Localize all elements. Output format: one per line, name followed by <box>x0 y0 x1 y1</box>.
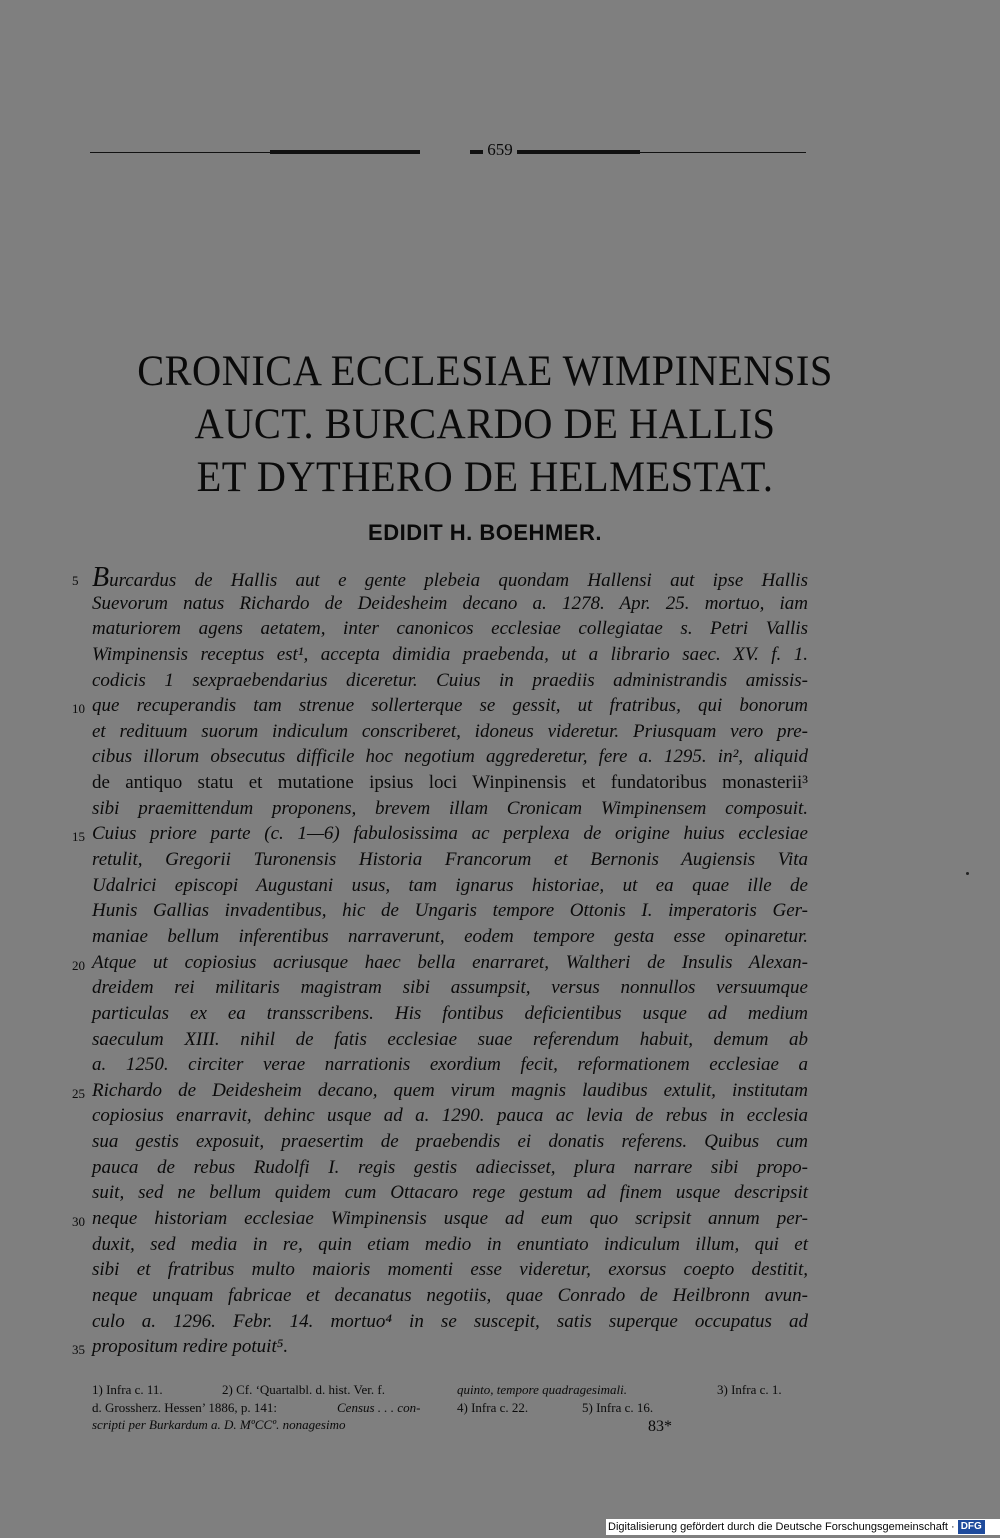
text-line <box>72 821 808 847</box>
body-text <box>72 562 808 1360</box>
footnote-row <box>92 1416 808 1434</box>
line-number: 35 <box>72 1342 85 1358</box>
text-line <box>92 1155 808 1181</box>
title-block <box>60 345 910 504</box>
line-text: neque historiam ecclesiae Wimpinensis usque ad eum quo scripsit annum per- <box>92 1208 808 1230</box>
text-line <box>92 616 808 642</box>
line-number: 5 <box>72 573 79 588</box>
text-line <box>92 847 808 873</box>
text-line <box>72 1078 808 1104</box>
line-text: Udalrici episcopi Augustani usus, tam ignarus historiae, ut ea quae ille de <box>92 874 808 896</box>
text-line <box>92 1180 808 1206</box>
footnote: Census . . . con- <box>337 1399 421 1415</box>
text-line <box>92 1257 808 1283</box>
line-text: Atque ut copiosius acriusque haec bella enarraret, Waltheri de Insulis Alexan- <box>92 951 808 973</box>
line-text: Hunis Gallias invadentibus, hic de Ungaris tempore Ottonis I. imperatoris Ger- <box>92 900 808 922</box>
footnote: 5) Infra c. 16. <box>582 1399 654 1415</box>
line-text: maniae bellum inferentibus narraverunt, eodem tempore gesta esse opinaretur. <box>92 925 808 947</box>
line-text: culo a. 1296. Febr. 14. mortuo⁴ in se suscepit, satis superque occupatus ad <box>92 1310 808 1332</box>
line-number: 15 <box>72 829 85 845</box>
title-line: ET DYTHERO DE HELMESTAT. <box>196 454 774 501</box>
line-text: maturiorem agens aetatem, inter canonicos ecclesiae collegiatae s. Petri Vallis <box>92 618 808 640</box>
line-text: suit, sed ne bellum quidem cum Ottacaro rege gestum ad finem usque descripsit <box>92 1182 808 1204</box>
line-text: retulit, Gregorii Turonensis Historia Francorum et Bernonis Augiensis Vita <box>92 849 808 871</box>
dfg-logo-icon: DFG <box>958 1520 985 1534</box>
line-text: propositum redire potuit⁵. <box>92 1336 289 1358</box>
line-text: et redituum suorum indiculum conscriberet, idoneus videretur. Priusquam vero pre- <box>92 720 808 742</box>
line-text: Cuius priore parte (c. 1—6) fabulosissima ac perplexa de origine huius ecclesiae <box>92 823 808 845</box>
line-text: Wimpinensis receptus est¹, accepta dimidia praebenda, ut a librario saec. XV. f. 1. <box>92 643 808 665</box>
footer-banner <box>606 1519 1000 1535</box>
text-line <box>92 924 808 950</box>
footnote-row <box>92 1399 808 1417</box>
line-text: copiosius enarravit, dehinc usque ad a. 1290. pauca ac levia de rebus in ecclesia <box>92 1105 808 1127</box>
text-line <box>92 1027 808 1053</box>
footnote: 3) Infra c. 1. <box>717 1382 782 1397</box>
text-line <box>92 898 808 924</box>
text-line <box>92 1283 808 1309</box>
text-line <box>92 1052 808 1078</box>
title-line: CRONICA ECCLESIAE WIMPINENSIS <box>137 348 833 395</box>
line-text: urcardus de Hallis aut e gente plebeia quondam Hallensi aut ipse Hallis <box>109 570 808 591</box>
line-text: de antiquo statu et mutatione ipsius loci Winpinensis et fundatoribus monasterii³ <box>92 772 808 794</box>
line-text: a. 1250. circiter verae narrationis exordium fecit, reformationem ecclesiae a <box>92 1054 808 1076</box>
text-line <box>92 1001 808 1027</box>
line-text: duxit, sed media in re, quin etiam medio in enuntiato indiculum illum, qui et <box>92 1233 808 1255</box>
text-line <box>92 1309 808 1335</box>
text-line <box>92 668 808 694</box>
footnote: scripti per Burkardum a. D. MºCCº. nonagesimo <box>92 1417 346 1432</box>
text-line <box>72 950 808 976</box>
footnote: 1) Infra c. 11. <box>92 1382 163 1397</box>
line-text: Richardo de Deidesheim decano, quem virum magnis laudibus extulit, institutam <box>92 1079 808 1101</box>
text-line <box>92 744 808 770</box>
text-line <box>92 770 808 796</box>
drop-cap: B <box>92 562 110 593</box>
footnote: d. Grossherz. Hessen’ 1886, p. 141: <box>92 1399 277 1415</box>
title-line: AUCT. BURCARDO DE HALLIS <box>194 401 776 448</box>
footnotes <box>92 1381 808 1434</box>
line-number: 30 <box>72 1214 85 1230</box>
line-text: pauca de rebus Rudolfi I. regis gestis adiecisset, plura narrare sibi propo- <box>92 1156 808 1178</box>
footnote: 4) Infra c. 22. <box>457 1399 529 1415</box>
footer-text: Digitalisierung gefördert durch die Deutsche Forschungsgemeinschaft · <box>608 1521 955 1533</box>
text-line <box>92 1129 808 1155</box>
line-text: sibi et fratribus multo maioris momenti esse videretur, exorsus coepto destitit, <box>92 1259 808 1281</box>
signature-mark: 83* <box>648 1418 672 1435</box>
line-text: codicis 1 sexpraebendarius diceretur. Cuius in praediis administrandis amissis- <box>92 669 808 691</box>
line-text: Suevorum natus Richardo de Deidesheim decano a. 1278. Apr. 25. mortuo, iam <box>92 592 808 614</box>
line-text: saeculum XIII. nihil de fatis ecclesiae suae referendum habuit, demum ab <box>92 1028 808 1050</box>
text-line <box>92 796 808 822</box>
text-line <box>72 693 808 719</box>
line-number: 20 <box>72 957 85 973</box>
line-text: sibi praemittendum proponens, brevem illam Cronicam Wimpinensem composuit. <box>92 797 808 819</box>
text-line <box>92 1103 808 1129</box>
line-number: 25 <box>72 1085 85 1101</box>
line-text: particulas ex ea transscribens. His fontibus deficientibus usque ad medium <box>92 1002 808 1024</box>
line-text: que recuperandis tam strenue sollerterque se gessit, ut fratribus, qui bonorum <box>92 695 808 717</box>
footnote-row <box>92 1381 808 1399</box>
line-text: cibus illorum obsecutus difficile hoc negotium aggrederetur, fere a. 1295. in², aliquid <box>92 746 808 768</box>
line-text: sua gestis exposuit, praesertim de praebendis ei donatis referens. Quibus cum <box>92 1131 808 1153</box>
line-text: dreidem rei militaris magistram sibi assumpsit, versus nonnullos versuumque <box>92 977 808 999</box>
text-line <box>92 873 808 899</box>
text-line <box>72 562 808 593</box>
text-line <box>92 591 808 617</box>
line-text: neque unquam fabricae et decanatus negotiis, quae Conrado de Heilbronn avun- <box>92 1284 808 1306</box>
footnote: 2) Cf. ‘Quartalbl. d. hist. Ver. f. <box>222 1382 385 1397</box>
text-line <box>72 1334 808 1360</box>
text-line <box>92 1232 808 1258</box>
scan-artifact <box>966 872 969 875</box>
text-line <box>72 1206 808 1232</box>
footnote: quinto, tempore quadragesimali. <box>457 1382 627 1397</box>
text-line <box>92 719 808 745</box>
text-line <box>92 975 808 1001</box>
editor-line: EDIDIT H. BOEHMER. <box>368 520 602 545</box>
page-number: 659 <box>0 140 1000 160</box>
line-number: 10 <box>72 701 85 717</box>
text-line <box>92 642 808 668</box>
